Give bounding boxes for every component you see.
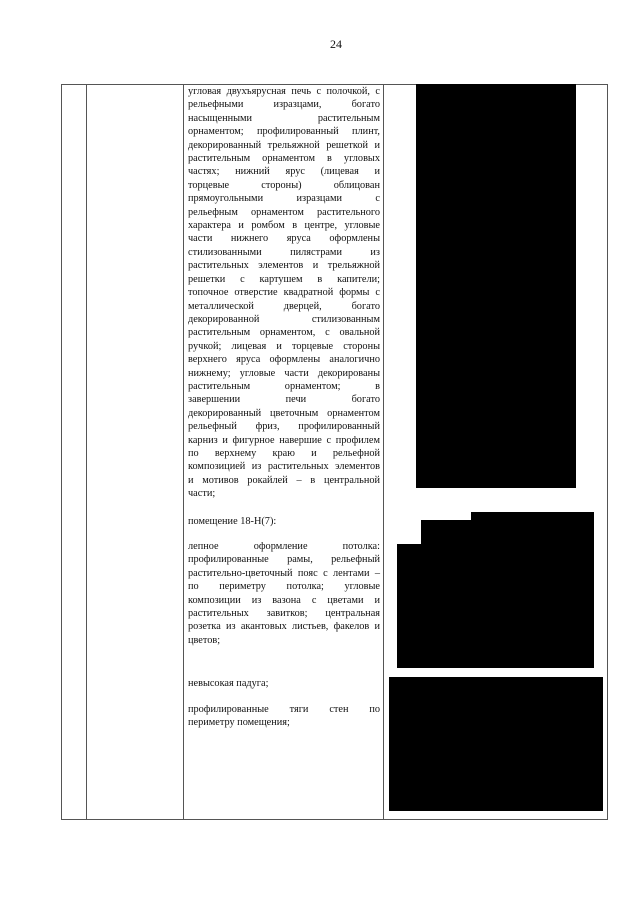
column-divider <box>86 85 87 819</box>
text-line: насыщенными растительным <box>188 112 380 124</box>
text-line: по периметру потолка; угловые <box>188 581 380 593</box>
ceiling-description <box>188 540 380 647</box>
text-line: стилизованными пилястрами из <box>188 246 380 258</box>
text-line: розетка из акантовых листьев, факелов и <box>188 621 380 633</box>
stove-description <box>188 85 380 501</box>
redacted-photo-stove <box>416 84 576 488</box>
text-line: периметру помещения; <box>188 717 290 729</box>
text-line: и мотивов рокайлей – в центральной <box>188 474 380 486</box>
text-line: лепное оформление потолка: <box>188 541 380 552</box>
text-line: декорированный цветочным орнаментом <box>188 407 380 419</box>
text-line: металлической дверцей, богато <box>188 300 380 312</box>
text-line: ручкой; лицевая и торцевые стороны <box>188 340 380 352</box>
text-line: декорированной стилизованным <box>188 313 380 325</box>
text-line: рельефными изразцами, богато <box>188 99 380 111</box>
cove-description <box>188 677 380 690</box>
text-line: растительных завитков; центральная <box>188 608 380 620</box>
text-line: по верхнему краю и рельефной <box>188 447 380 459</box>
text-line: торцевые стороны) облицован <box>188 179 380 191</box>
column-divider <box>183 85 184 819</box>
page-number: 24 <box>330 37 342 51</box>
text-line: растительным орнаментом в угловых <box>188 153 380 165</box>
text-line: цветов; <box>188 634 221 646</box>
text-line: декорированный трельяжной решеткой и <box>188 139 380 151</box>
text-line: профилированные тяги стен по <box>188 703 380 715</box>
text-line: прямоугольными изразцами с <box>188 193 380 205</box>
text-line: верхнего яруса оформлены аналогично <box>188 354 380 366</box>
description-column <box>188 85 380 729</box>
text-line: нижнему; угловые части декорированы <box>188 367 380 379</box>
text-line: части; <box>188 488 216 500</box>
text-line: рельефным орнаментом растительного <box>188 206 380 218</box>
text-line: характера и ромбом в центре, угловые <box>188 220 380 232</box>
text-line: композиции из вазона с цветами и <box>188 594 380 606</box>
text-line: рельефный фриз, профилированный <box>188 421 380 433</box>
text-line: угловая двухъярусная печь с полочкой, с <box>188 86 380 97</box>
text-line: карниз и фигурное навершие с профилем <box>188 434 380 446</box>
redacted-photo-ceiling-part <box>397 544 437 668</box>
text-line: частях; нижний ярус (лицевая и <box>188 166 380 178</box>
text-line: невысокая падуга; <box>188 678 269 690</box>
room-heading <box>188 515 380 528</box>
text-line: растительно-цветочный пояс с лентами – <box>188 567 380 579</box>
redacted-photo-ceiling <box>471 512 594 668</box>
text-line: топочное отверстие квадратной формы с <box>188 287 380 299</box>
text-line: орнаментом; профилированный плинт, <box>188 126 380 138</box>
text-line: решетки с картушем в капители; <box>188 273 380 285</box>
text-line: растительным орнаментом, с овальной <box>188 327 380 339</box>
redacted-photo-cove <box>389 677 603 811</box>
text-line: растительным орнаментом; в <box>188 380 380 392</box>
text-line: композицией из растительных элементов <box>188 461 380 473</box>
text-line: профилированные рамы, рельефный <box>188 554 380 566</box>
text-line: части нижнего яруса оформлены <box>188 233 380 245</box>
text-line: завершении печи богато <box>188 394 380 406</box>
text-line: помещение 18-Н(7): <box>188 515 277 527</box>
text-line: растительных элементов и трельяжной <box>188 260 380 272</box>
wall-moulding-description <box>188 703 380 730</box>
column-divider <box>383 85 384 819</box>
